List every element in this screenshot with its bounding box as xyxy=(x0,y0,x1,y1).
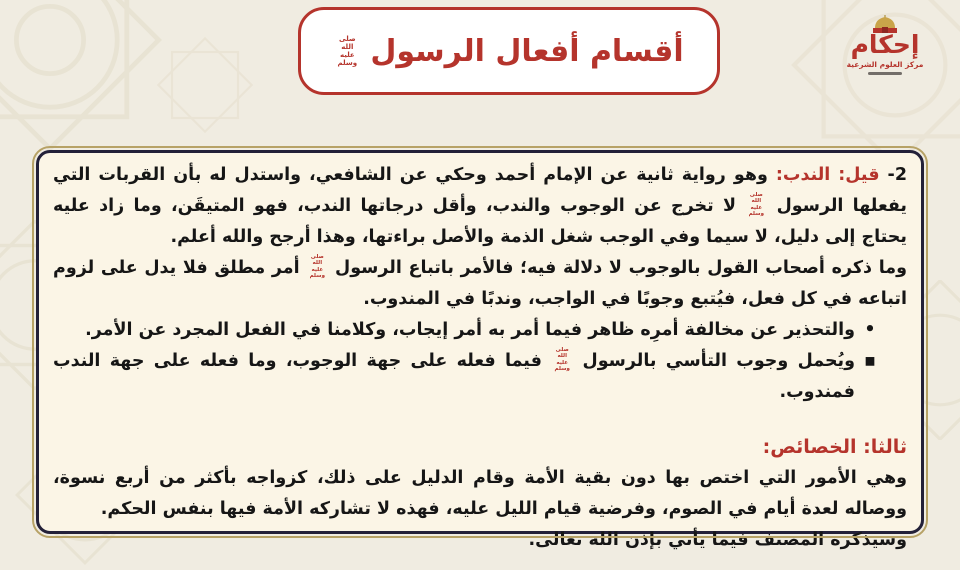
logo-tagline: مركز العلوم الشرعية xyxy=(846,60,924,69)
paragraph-2-text-b: أمر مطلق فلا يدل على لزوم اتباعه في كل فعل، فيُتبع وجوبًا في الواجب، وندبًا في المندوب. xyxy=(53,258,907,309)
paragraph-1-number: 2- xyxy=(879,165,907,185)
section-heading: ثالثا: الخصائص: xyxy=(762,436,907,458)
list-item xyxy=(53,315,907,346)
corner-ornament xyxy=(0,0,170,160)
saw-calligraphy-mark: صلى الله عليه وسلم xyxy=(554,347,570,372)
bullet-2-text-a: ويُحمل وجوب التأسي بالرسول xyxy=(573,351,856,371)
content-box xyxy=(36,150,924,550)
paragraph-2-text-a: وما ذكره أصحاب القول بالوجوب لا دلالة فيه؛ فالأمر باتباع الرسول xyxy=(328,258,907,278)
logo-subtext-bar xyxy=(868,72,902,75)
paragraph-1-text-b: لا تخرج عن الوجوب والندب، وأقل درجاتها الندب، فهو المتيقَن، وما زاد عليه يحتاج إلى دليل، لا سيما وفي الوجب شغل الذمة والأصل براءتها، وهذا أرجح والله أعلم. xyxy=(53,196,907,247)
ihkam-logo xyxy=(830,14,940,75)
saw-calligraphy-mark: صلى الله عليه وسلم xyxy=(309,254,325,279)
paragraph-1-text-a: وهو رواية ثانية عن الإمام أحمد وحكي عن الشافعي، واستدل له بأن القربات التي يفعلها الرسول xyxy=(53,165,907,216)
paragraph-3: وهي الأمور التي اختص بها دون بقية الأمة وقام الدليل على ذلك، كزواجه بأكثر من أربع نسوة، ووصاله لعدة أيام في الصوم، وفرضية قيام الليل عليه، فهذه لا تشاركه الأمة فيها بنفس الحكم. xyxy=(53,468,907,519)
logo-name: إحكام xyxy=(850,30,920,59)
bullet-list xyxy=(53,315,907,408)
title-banner xyxy=(298,7,720,95)
paragraph-4: وسيذكره المصنف فيما يأتي بإذن الله تعالى. xyxy=(528,530,907,550)
bullet-2-text-b: فيما فعله على جهة الوجوب، وما فعله على جهة الندب فمندوب. xyxy=(53,351,855,402)
paragraph-2 xyxy=(53,253,907,315)
bullet-2-text xyxy=(53,346,855,408)
bullet-square-marker: ▪ xyxy=(864,351,876,371)
edge-ornament xyxy=(150,30,260,140)
list-item xyxy=(53,346,907,408)
page-title: أقسام أفعال الرسول xyxy=(370,33,684,69)
paragraph-1 xyxy=(53,160,907,253)
saw-calligraphy-mark: صلى الله عليه وسلم xyxy=(337,34,358,68)
saw-calligraphy-mark: صلى الله عليه وسلم xyxy=(748,192,764,217)
bullet-1-text: والتحذير عن مخالفة أمرِه ظاهر فيما أمر به أمر إيجاب، وكلامنا في الفعل المجرد عن الأمر. xyxy=(85,320,855,340)
paragraph-1-label: قيل: الندب: xyxy=(767,165,880,185)
bullet-dot-marker: • xyxy=(864,320,876,340)
